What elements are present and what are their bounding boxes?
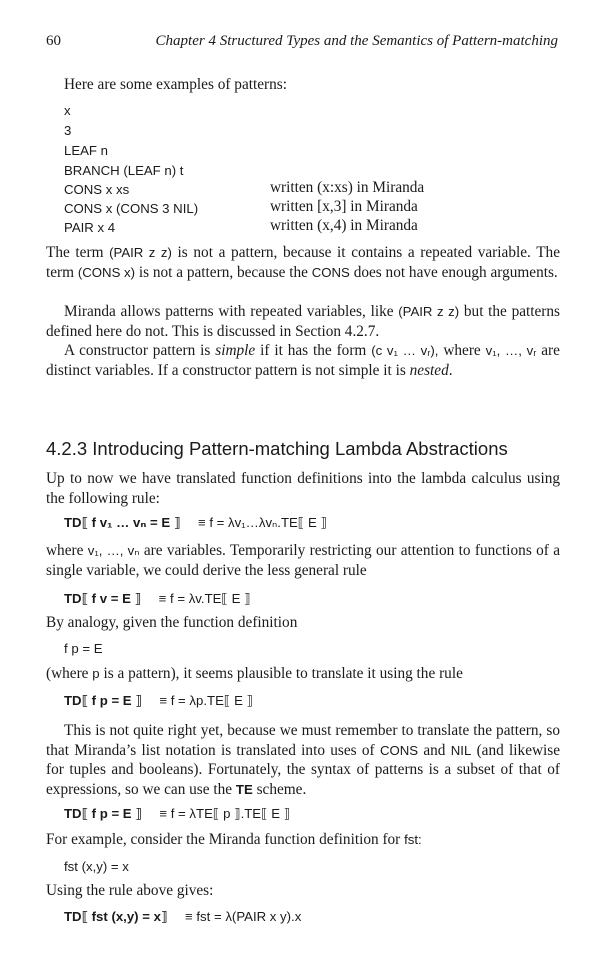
- rule-4: [64, 806, 290, 822]
- simple-form: (c v₁ … vᵣ),: [371, 343, 439, 358]
- text: (and likewise for tuples and booleans). Fortunately, the syntax of patterns is a subset of that of expressions, so we can use the: [46, 741, 561, 798]
- term-cons: (CONS x): [77, 264, 136, 280]
- text: does not have enough arguments.: [353, 263, 558, 281]
- variable-list: v₁, …, vᵣ: [485, 343, 537, 358]
- text: where: [443, 342, 481, 359]
- rule-lhs: TD⟦ f p = E ⟧: [64, 693, 142, 708]
- rule-lhs: TD⟦ f v = E ⟧: [64, 591, 141, 606]
- text: Miranda allows patterns with repeated variables, like: [64, 303, 394, 320]
- paragraph-where-p: [46, 665, 463, 683]
- paragraph-where-variables: [46, 541, 560, 580]
- paragraph-not-quite: [46, 721, 560, 799]
- paragraph-simple-pattern: A constructor pattern is simple if it has the form (c v₁ … vᵣ), where v₁, …, vᵣ are distinct variables. If a constructor pattern is not simple it is nested.: [46, 342, 560, 379]
- rule-rhs: ≡ f = λTE⟦ p ⟧.TE⟦ E ⟧: [159, 806, 291, 821]
- paragraph-example: [46, 831, 422, 849]
- cons-word: CONS: [379, 742, 419, 758]
- text: (where: [46, 665, 89, 682]
- rule-rhs: ≡ f = λv₁…λvₙ.TE⟦ E ⟧: [197, 515, 327, 530]
- rule-lhs: TD⟦ fst (x,y) = x⟧: [64, 909, 168, 924]
- cons-word: CONS: [311, 264, 350, 280]
- rule-1: [64, 515, 327, 531]
- page-number: 60: [46, 33, 61, 49]
- section-heading: 4.2.3 Introducing Pattern-matching Lambda Abstractions: [46, 438, 508, 459]
- nil-word: NIL: [450, 742, 472, 758]
- text: scheme.: [256, 780, 307, 798]
- pattern-code: x: [64, 103, 71, 118]
- pattern-code: LEAF n: [64, 143, 108, 158]
- rule-3: [64, 693, 253, 709]
- intro-text: Here are some examples of patterns:: [64, 76, 287, 93]
- rule-rhs: ≡ f = λp.TE⟦ E ⟧: [159, 693, 254, 708]
- text: For example, consider the Miranda function definition for: [46, 831, 401, 848]
- term-pair: (PAIR z z): [109, 245, 172, 260]
- paragraph-using-rule: Using the rule above gives:: [46, 882, 214, 899]
- paragraph-miranda: [46, 302, 560, 341]
- pattern-note: written (x:xs) in Miranda: [270, 179, 425, 196]
- text: A constructor pattern is: [64, 342, 211, 359]
- text: are distinct variables. If a constructor pattern is not simple it is: [46, 342, 560, 379]
- text: is not a pattern, because the: [138, 263, 308, 281]
- text: This is not quite right yet, because we must remember to translate the pattern, so that Miranda’s list notation is translated into uses of: [46, 722, 560, 759]
- pattern-code: PAIR x 4: [64, 220, 116, 235]
- emphasis-nested: nested: [409, 361, 449, 379]
- emphasis-simple: simple: [215, 342, 256, 359]
- text: is not a pattern, because it contains a repeated variable. The term: [46, 244, 560, 281]
- rule-2: [64, 591, 251, 607]
- rule-lhs: TD⟦ f p = E ⟧: [64, 806, 142, 821]
- text: but the patterns defined here do not. This is discussed in Section 4.2.7.: [46, 303, 560, 340]
- rule-lhs: TD⟦ f v₁ … vₙ = E ⟧: [64, 515, 181, 530]
- running-title: Chapter 4 Structured Types and the Semantics of Pattern-matching: [155, 33, 558, 49]
- rule-rhs: ≡ f = λv.TE⟦ E ⟧: [158, 591, 251, 606]
- term-pair: (PAIR z z): [398, 304, 460, 319]
- pattern-var: p: [92, 666, 100, 681]
- text: is a pattern), it seems plausible to translate it using the rule: [103, 665, 463, 682]
- paragraph-up-to-now: Up to now we have translated function definitions into the lambda calculus using the following rule:: [46, 470, 560, 507]
- paragraph-by-analogy: By analogy, given the function definition: [46, 614, 298, 631]
- text: The term: [46, 244, 104, 261]
- rule-rhs: ≡ fst = λ(PAIR x y).x: [185, 909, 302, 924]
- pattern-note: written [x,3] in Miranda: [270, 198, 418, 215]
- pattern-code: BRANCH (LEAF n) t: [64, 163, 184, 178]
- text: are variables. Temporarily restricting our attention to functions of a single variable, we could derive the less general rule: [46, 542, 560, 579]
- text: where: [46, 542, 84, 559]
- function-definition-fst: fst (x,y) = x: [64, 859, 129, 874]
- pattern-code: 3: [64, 123, 72, 138]
- function-definition: f p = E: [64, 641, 103, 656]
- rule-5: [64, 909, 301, 925]
- fst-word: fst:: [404, 832, 422, 847]
- text: and: [423, 741, 446, 759]
- pattern-note: written (x,4) in Miranda: [270, 217, 418, 234]
- pattern-code: CONS x (CONS 3 NIL): [64, 201, 199, 216]
- te-scheme: TE: [235, 781, 253, 797]
- paragraph-repeated-variable: [46, 243, 560, 282]
- pattern-code: CONS x xs: [64, 182, 130, 197]
- text: if it has the form: [260, 342, 367, 359]
- variable-list: v₁, …, vₙ: [87, 543, 140, 558]
